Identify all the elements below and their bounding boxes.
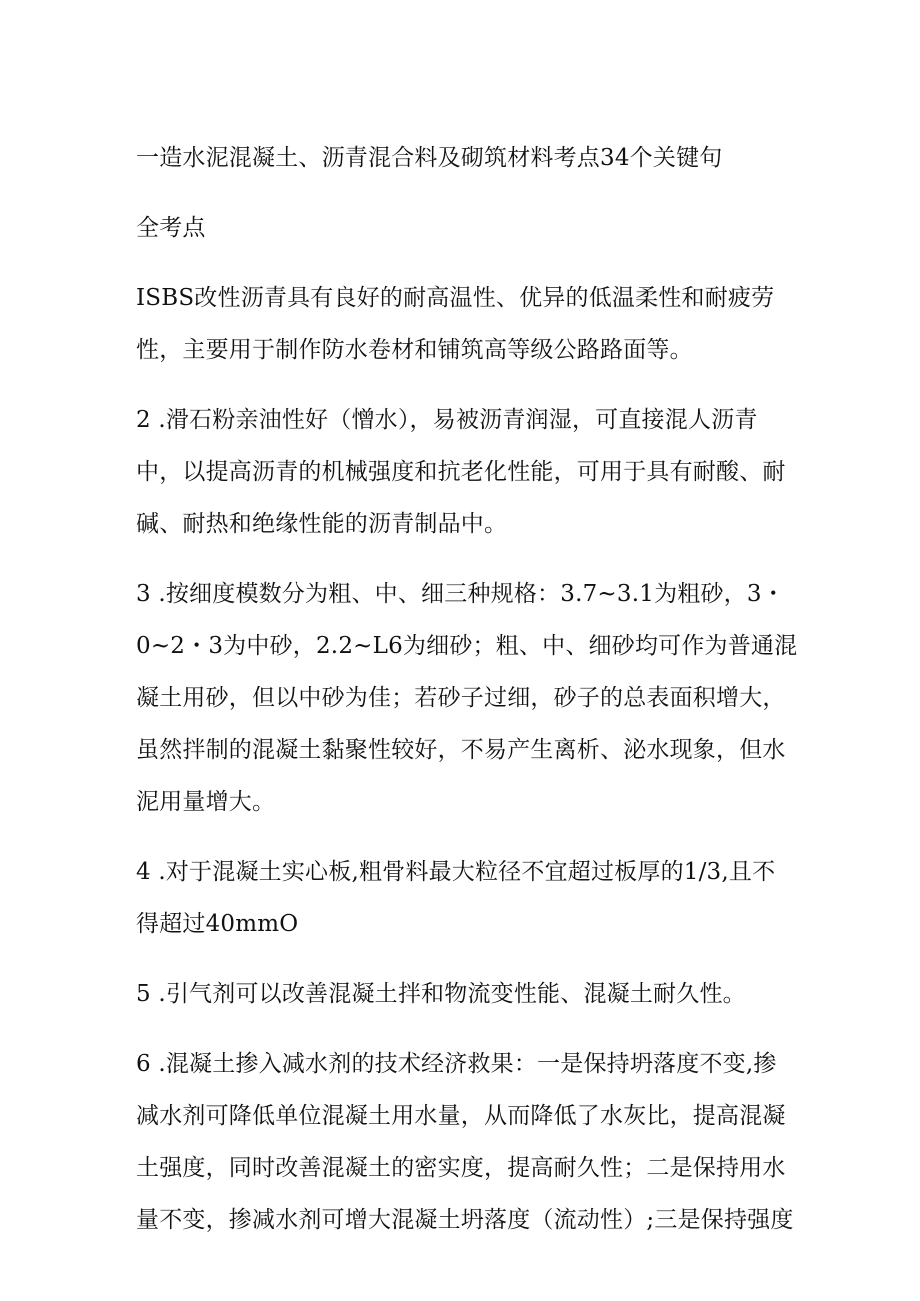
- paragraph-1: [136, 272, 796, 376]
- paragraph-2: [136, 394, 796, 550]
- text-line: 得超过40mmO: [136, 911, 299, 937]
- spacer: [136, 254, 796, 272]
- spacer: [136, 950, 796, 968]
- paragraph-4: [136, 846, 796, 950]
- text-line: 性，主要用于制作防水卷材和铺筑高等级公路路面等。: [136, 337, 693, 363]
- text-line: 5 .引气剂可以改善混凝土拌和物流变性能、混凝土耐久性。: [136, 981, 746, 1007]
- spacer: [136, 550, 796, 568]
- spacer: [136, 376, 796, 394]
- text-line: 6 .混凝土掺入减水剂的技术经济救果：一是保持坍落度不变,掺: [136, 1051, 777, 1077]
- spacer: [136, 184, 796, 202]
- paragraph-3: [136, 568, 796, 828]
- text-line: 泥用量增大。: [136, 789, 276, 815]
- text-line: 量不变，掺减水剂可增大混凝土坍落度（流动性）;三是保持强度: [136, 1207, 794, 1233]
- text-line: 3 .按细度模数分为粗、中、细三种规格：3.7~3.1为粗砂，3・: [136, 581, 785, 607]
- text-line: 2 .滑石粉亲油性好（憎水），易被沥青润湿，可直接混人沥青: [136, 407, 758, 433]
- text-line: 土强度，同时改善混凝土的密实度，提高耐久性；二是保持用水: [136, 1155, 786, 1181]
- text-line: 减水剂可降低单位混凝土用水量，从而降低了水灰比，提高混凝: [136, 1103, 786, 1129]
- text-line: 虽然拌制的混凝土黏聚性较好，不易产生离析、泌水现象，但水: [136, 737, 786, 763]
- spacer: [136, 828, 796, 846]
- paragraph-6: [136, 1038, 796, 1246]
- text-line: 4 .对于混凝土实心板,粗骨料最大粒径不宜超过板厚的1/3,且不: [136, 859, 776, 885]
- text-line: 0~2・3为中砂，2.2~L6为细砂；粗、中、细砂均可作为普通混: [136, 633, 798, 659]
- text-line: 中，以提高沥青的机械强度和抗老化性能，可用于具有耐酸、耐: [136, 459, 786, 485]
- spacer: [136, 1020, 796, 1038]
- title-line-2: 全考点: [136, 215, 206, 241]
- text-line: 凝土用砂，但以中砂为佳；若砂子过细，砂子的总表面积增大，: [136, 685, 786, 711]
- title-line-1: 一造水泥混凝土、沥青混合料及砌筑材料考点34个关键句: [136, 145, 723, 171]
- paragraph-5: [136, 968, 796, 1020]
- text-line: ISBS改性沥青具有良好的耐高温性、优异的低温柔性和耐疲劳: [136, 285, 775, 311]
- text-line: 碱、耐热和绝缘性能的沥青制品中。: [136, 511, 508, 537]
- document-body: [136, 132, 796, 1246]
